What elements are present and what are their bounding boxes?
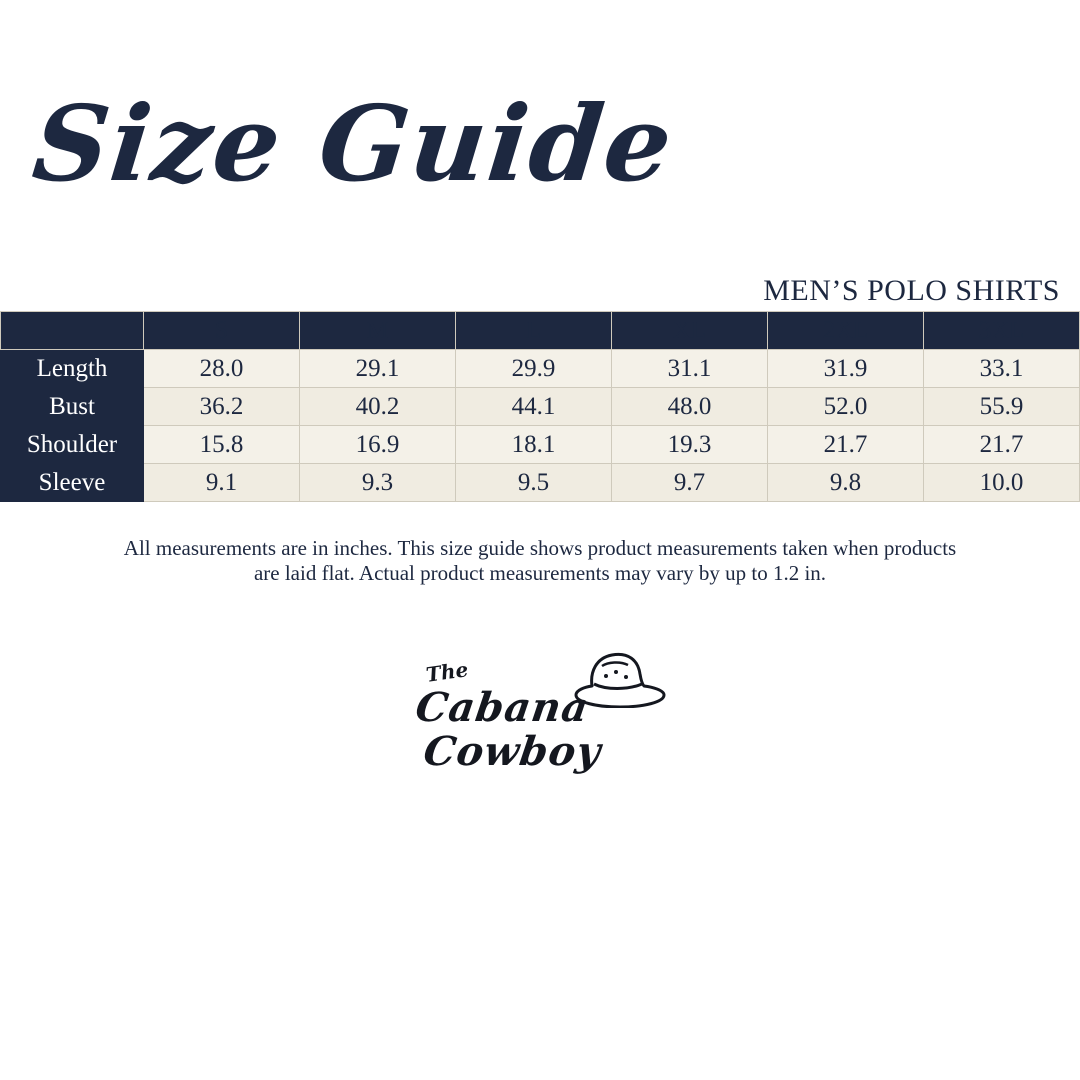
table-col-header: L bbox=[456, 312, 612, 350]
table-col-header: XL bbox=[612, 312, 768, 350]
page-title-text: Size Guide bbox=[27, 82, 680, 205]
table-row bbox=[1, 426, 1080, 464]
table-col-header: M bbox=[300, 312, 456, 350]
measurement-note: All measurements are in inches. This size guide shows product measurements taken when products are laid flat. Actual product measurements may vary by up to 1.2 in. bbox=[123, 536, 957, 585]
table-cell: 48.0 bbox=[612, 388, 768, 426]
table-cell: 9.5 bbox=[456, 464, 612, 502]
table-corner-cell bbox=[1, 312, 144, 350]
brand-logo-line1: The bbox=[424, 657, 470, 687]
table-cell: 16.9 bbox=[300, 426, 456, 464]
table-row-header: Shoulder bbox=[1, 426, 144, 464]
table-row-header: Sleeve bbox=[1, 464, 144, 502]
table-cell: 29.1 bbox=[300, 350, 456, 388]
brand-logo-line2: Cabana bbox=[412, 684, 592, 731]
table-row-header: Bust bbox=[1, 388, 144, 426]
table-cell: 28.0 bbox=[144, 350, 300, 388]
brand-logo bbox=[410, 650, 670, 800]
table-cell: 55.9 bbox=[924, 388, 1080, 426]
table-row bbox=[1, 350, 1080, 388]
table-cell: 19.3 bbox=[612, 426, 768, 464]
brand-logo-line3: Cowboy bbox=[420, 728, 605, 775]
category-heading: MEN’S POLO SHIRTS bbox=[763, 274, 1060, 307]
table-cell: 44.1 bbox=[456, 388, 612, 426]
table-cell: 18.1 bbox=[456, 426, 612, 464]
table-cell: 21.7 bbox=[768, 426, 924, 464]
table-row bbox=[1, 388, 1080, 426]
table-row-header: Length bbox=[1, 350, 144, 388]
table-cell: 31.1 bbox=[612, 350, 768, 388]
table-cell: 9.3 bbox=[300, 464, 456, 502]
table-row bbox=[1, 464, 1080, 502]
table-header-row bbox=[1, 312, 1080, 350]
table-col-header: 3XL bbox=[924, 312, 1080, 350]
table-cell: 10.0 bbox=[924, 464, 1080, 502]
table-col-header: S bbox=[144, 312, 300, 350]
table-cell: 33.1 bbox=[924, 350, 1080, 388]
table-col-header: 2XL bbox=[768, 312, 924, 350]
table-cell: 9.1 bbox=[144, 464, 300, 502]
size-chart-table bbox=[0, 311, 1080, 502]
table-cell: 9.8 bbox=[768, 464, 924, 502]
table-cell: 21.7 bbox=[924, 426, 1080, 464]
table-cell: 52.0 bbox=[768, 388, 924, 426]
table-cell: 40.2 bbox=[300, 388, 456, 426]
table-cell: 29.9 bbox=[456, 350, 612, 388]
page-title bbox=[27, 82, 754, 252]
table-cell: 9.7 bbox=[612, 464, 768, 502]
table-cell: 36.2 bbox=[144, 388, 300, 426]
table-cell: 31.9 bbox=[768, 350, 924, 388]
table-cell: 15.8 bbox=[144, 426, 300, 464]
